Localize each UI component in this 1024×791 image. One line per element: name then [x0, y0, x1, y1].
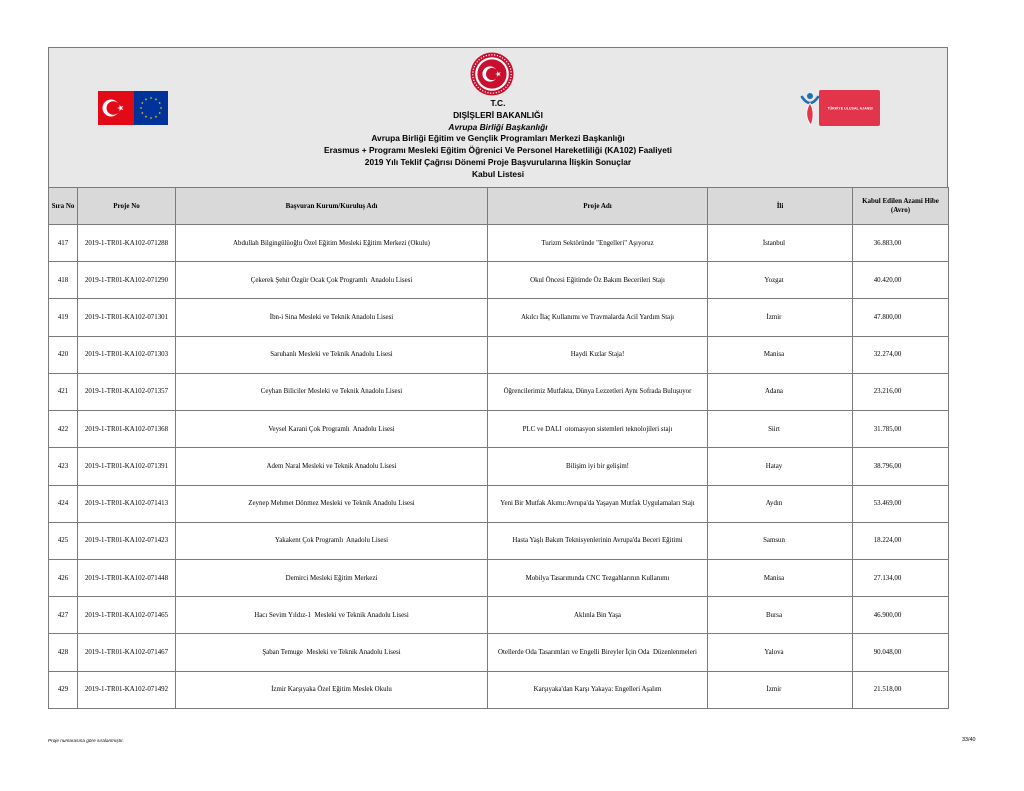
cell-il: Samsun	[708, 522, 853, 559]
cell-proje-no: 2019-1-TR01-KA102-071448	[78, 559, 176, 596]
cell-hibe: 32.274,00	[853, 336, 949, 373]
cell-hibe: 90.048,00	[853, 634, 949, 671]
cell-proje-adi: Akılcı İlaç Kullanımı ve Travmalarda Acil Yardım Stajı	[488, 299, 708, 336]
cell-sira-no: 421	[49, 373, 78, 410]
cell-kurum-adi: Şaban Temuge Mesleki ve Teknik Anadolu Lisesi	[176, 634, 488, 671]
cell-kurum-adi: Saruhanlı Mesleki ve Teknik Anadolu Lisesi	[176, 336, 488, 373]
cell-sira-no: 427	[49, 597, 78, 634]
table-row	[49, 522, 949, 559]
cell-hibe: 38.796,00	[853, 448, 949, 485]
cell-il: İzmir	[708, 299, 853, 336]
cell-kurum-adi: Hacı Sevim Yıldız-1 Mesleki ve Teknik Anadolu Lisesi	[176, 597, 488, 634]
cell-proje-no: 2019-1-TR01-KA102-071357	[78, 373, 176, 410]
cell-kurum-adi: Yakakent Çok Programlı Anadolu Lisesi	[176, 522, 488, 559]
cell-proje-no: 2019-1-TR01-KA102-071467	[78, 634, 176, 671]
results-table	[48, 187, 949, 709]
table-header-row	[49, 188, 949, 225]
column-header-proje-no: Proje No	[78, 188, 176, 225]
cell-kurum-adi: Ceyhan Biliciler Mesleki ve Teknik Anadolu Lisesi	[176, 373, 488, 410]
cell-il: Siirt	[708, 411, 853, 448]
cell-il: İstanbul	[708, 225, 853, 262]
center-name: Avrupa Birliği Eğitim ve Gençlik Programları Merkezi Başkanlığı	[371, 133, 625, 144]
header-titles	[49, 98, 947, 180]
table-row	[49, 225, 949, 262]
table-row	[49, 559, 949, 596]
table-body	[49, 225, 949, 709]
cell-kurum-adi: Adem Naral Mesleki ve Teknik Anadolu Lisesi	[176, 448, 488, 485]
cell-proje-adi: Karşıyaka'dan Karşı Yakaya: Engelleri Aşalım	[488, 671, 708, 708]
cell-hibe: 18.224,00	[853, 522, 949, 559]
ministry-emblem-icon	[470, 51, 514, 97]
cell-il: Adana	[708, 373, 853, 410]
cell-proje-adi: Aklınla Bin Yaşa	[488, 597, 708, 634]
cell-proje-no: 2019-1-TR01-KA102-071288	[78, 225, 176, 262]
table-row	[49, 373, 949, 410]
table-row	[49, 448, 949, 485]
page-number: 33/40	[962, 737, 976, 743]
cell-hibe: 36.883,00	[853, 225, 949, 262]
table-row	[49, 597, 949, 634]
cell-hibe: 46.900,00	[853, 597, 949, 634]
cell-hibe: 23.216,00	[853, 373, 949, 410]
cell-il: Aydın	[708, 485, 853, 522]
cell-il: Yalova	[708, 634, 853, 671]
column-header-proje-adi: Proje Adı	[488, 188, 708, 225]
cell-sira-no: 417	[49, 225, 78, 262]
table-row	[49, 671, 949, 708]
cell-sira-no: 418	[49, 262, 78, 299]
program-title: Erasmus + Programı Mesleki Eğitim Öğrenici Ve Personel Hareketliliği (KA102) Faaliyeti	[324, 145, 672, 155]
cell-proje-no: 2019-1-TR01-KA102-071368	[78, 411, 176, 448]
table-row	[49, 262, 949, 299]
cell-proje-no: 2019-1-TR01-KA102-071290	[78, 262, 176, 299]
cell-proje-adi: Turizm Sektöründe "Engelleri" Aşıyoruz	[488, 225, 708, 262]
cell-il: Manisa	[708, 559, 853, 596]
call-results-title: 2019 Yılı Teklif Çağrısı Dönemi Proje Başvurularına İlişkin Sonuçlar	[364, 156, 632, 167]
footer-note: Proje numarasına göre sıralanmıştır.	[48, 738, 124, 743]
header-tc: T.C.	[490, 98, 506, 108]
directorate-name: Avrupa Birliği Başkanlığı	[448, 121, 548, 132]
cell-hibe: 53.469,00	[853, 485, 949, 522]
column-header-kurum-adi: Başvuran Kurum/Kuruluş Adı	[176, 188, 488, 225]
cell-proje-adi: Haydi Kızlar Staja!	[488, 336, 708, 373]
cell-hibe: 31.785,00	[853, 411, 949, 448]
cell-proje-adi: PLC ve DALI otomasyon sistemleri teknolojileri stajı	[488, 411, 708, 448]
cell-proje-adi: Okul Öncesi Eğitimde Öz Bakım Becerileri Stajı	[488, 262, 708, 299]
column-header-sira-no: Sıra No	[49, 188, 78, 225]
cell-hibe: 21.518,00	[853, 671, 949, 708]
table-row	[49, 336, 949, 373]
cell-kurum-adi: İbn-i Sina Mesleki ve Teknik Anadolu Lisesi	[176, 299, 488, 336]
column-header-il: İli	[708, 188, 853, 225]
cell-kurum-adi: İzmir Karşıyaka Özel Eğitim Meslek Okulu	[176, 671, 488, 708]
cell-sira-no: 422	[49, 411, 78, 448]
cell-hibe: 47.800,00	[853, 299, 949, 336]
cell-kurum-adi: Zeynep Mehmet Dönmez Mesleki ve Teknik Anadolu Lisesi	[176, 485, 488, 522]
table-row	[49, 411, 949, 448]
cell-hibe: 27.134,00	[853, 559, 949, 596]
cell-proje-no: 2019-1-TR01-KA102-071423	[78, 522, 176, 559]
cell-il: İzmir	[708, 671, 853, 708]
cell-proje-adi: Bilişim iyi bir gelişim!	[488, 448, 708, 485]
cell-il: Bursa	[708, 597, 853, 634]
cell-sira-no: 425	[49, 522, 78, 559]
cell-sira-no: 429	[49, 671, 78, 708]
cell-proje-adi: Hasta Yaşlı Bakım Teknisyenlerinin Avrupa'da Beceri Eğitimi	[488, 522, 708, 559]
cell-hibe: 40.420,00	[853, 262, 949, 299]
cell-sira-no: 420	[49, 336, 78, 373]
cell-il: Hatay	[708, 448, 853, 485]
cell-proje-no: 2019-1-TR01-KA102-071303	[78, 336, 176, 373]
cell-kurum-adi: Çekerek Şehit Özgür Ocak Çok Programlı Anadolu Lisesi	[176, 262, 488, 299]
cell-proje-no: 2019-1-TR01-KA102-071301	[78, 299, 176, 336]
cell-sira-no: 424	[49, 485, 78, 522]
cell-il: Yozgat	[708, 262, 853, 299]
table-row	[49, 485, 949, 522]
cell-sira-no: 419	[49, 299, 78, 336]
column-header-hibe: Kabul Edilen Azami Hibe (Avro)	[853, 188, 949, 225]
cell-proje-no: 2019-1-TR01-KA102-071413	[78, 485, 176, 522]
cell-proje-no: 2019-1-TR01-KA102-071492	[78, 671, 176, 708]
document-header	[48, 47, 948, 187]
cell-kurum-adi: Demirci Mesleki Eğitim Merkezi	[176, 559, 488, 596]
list-title: Kabul Listesi	[471, 168, 525, 179]
cell-kurum-adi: Veysel Karani Çok Programlı Anadolu Lisesi	[176, 411, 488, 448]
table-row	[49, 634, 949, 671]
cell-proje-adi: Otellerde Oda Tasarımları ve Engelli Bireyler İçin Oda Düzenlenmeleri	[488, 634, 708, 671]
cell-kurum-adi: Abdullah Bilgingülüoğlu Özel Eğitim Mesleki Eğitim Merkezi (Okulu)	[176, 225, 488, 262]
cell-proje-adi: Mobilya Tasarımında CNC Tezgahlarının Kullanımı	[488, 559, 708, 596]
ministry-name: DIŞİŞLERİ BAKANLIĞI	[453, 109, 543, 120]
cell-proje-no: 2019-1-TR01-KA102-071465	[78, 597, 176, 634]
cell-il: Manisa	[708, 336, 853, 373]
cell-sira-no: 428	[49, 634, 78, 671]
cell-sira-no: 423	[49, 448, 78, 485]
cell-proje-adi: Yeni Bir Mutfak Akımı:Avrupa'da Yaşayan Mutfak Uygulamaları Stajı	[488, 485, 708, 522]
cell-sira-no: 426	[49, 559, 78, 596]
cell-proje-adi: Öğrencilerimiz Mutfakta, Dünya Lezzetleri Aynı Sofrada Buluşuyor	[488, 373, 708, 410]
table-row	[49, 299, 949, 336]
agency-logo-text: TÜRKİYE ULUSAL AJANSI	[827, 106, 873, 111]
cell-proje-no: 2019-1-TR01-KA102-071391	[78, 448, 176, 485]
